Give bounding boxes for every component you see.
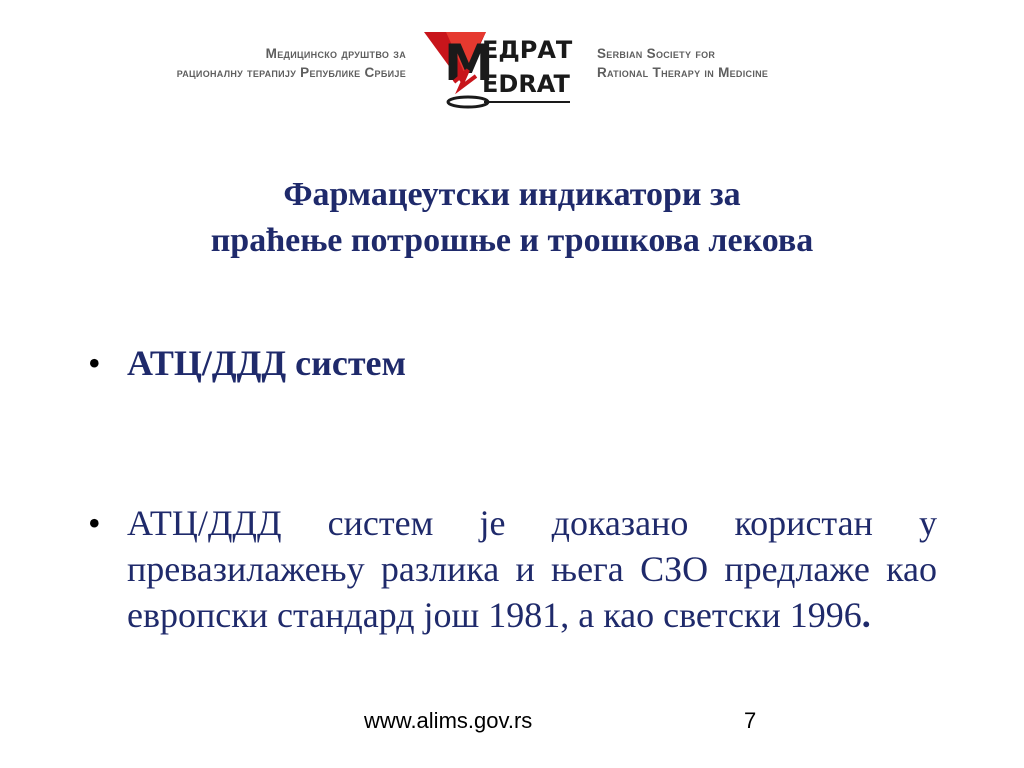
bullet-description-end-mark: .: [861, 595, 871, 635]
org-name-english: [597, 44, 768, 82]
slide-header: [0, 22, 1024, 112]
bullet-marker: •: [88, 503, 101, 543]
slide-title-line2: праћење потрошње и трошкова лекова: [210, 222, 814, 259]
bullet-text-description: [127, 500, 937, 638]
org-name-serbian: [177, 44, 406, 82]
logo-top-word: ЕДРАТ: [482, 36, 573, 64]
bullet-text-atc-ddd: АТЦ/ДДД систем: [127, 343, 407, 383]
bullet-marker: •: [88, 343, 101, 383]
slide-title-line1: Фармацеутски индикатори за: [283, 176, 741, 213]
svg-text:M: M: [444, 34, 494, 92]
logo-bottom-word: EDRAT: [482, 70, 570, 98]
org-name-serbian-line2: рационалну терапију Републике Србије: [176, 65, 406, 80]
bullet-description-text: АТЦ/ДДД систем је доказано користан у превазилажењу разлика и њега СЗО предлаже као европски стандард још 1981, а као светски 1996: [127, 503, 937, 635]
footer-url: www.alims.gov.rs: [364, 708, 533, 733]
page-number: 7: [744, 708, 757, 733]
medrat-logo: [424, 22, 574, 112]
org-name-serbian-line1: Медицинско друштво за: [265, 46, 406, 61]
slide-title: [0, 172, 1024, 264]
org-name-english-line2: Rational Therapy in Medicine: [597, 65, 769, 80]
org-name-english-line1: Serbian Society for: [597, 46, 716, 61]
